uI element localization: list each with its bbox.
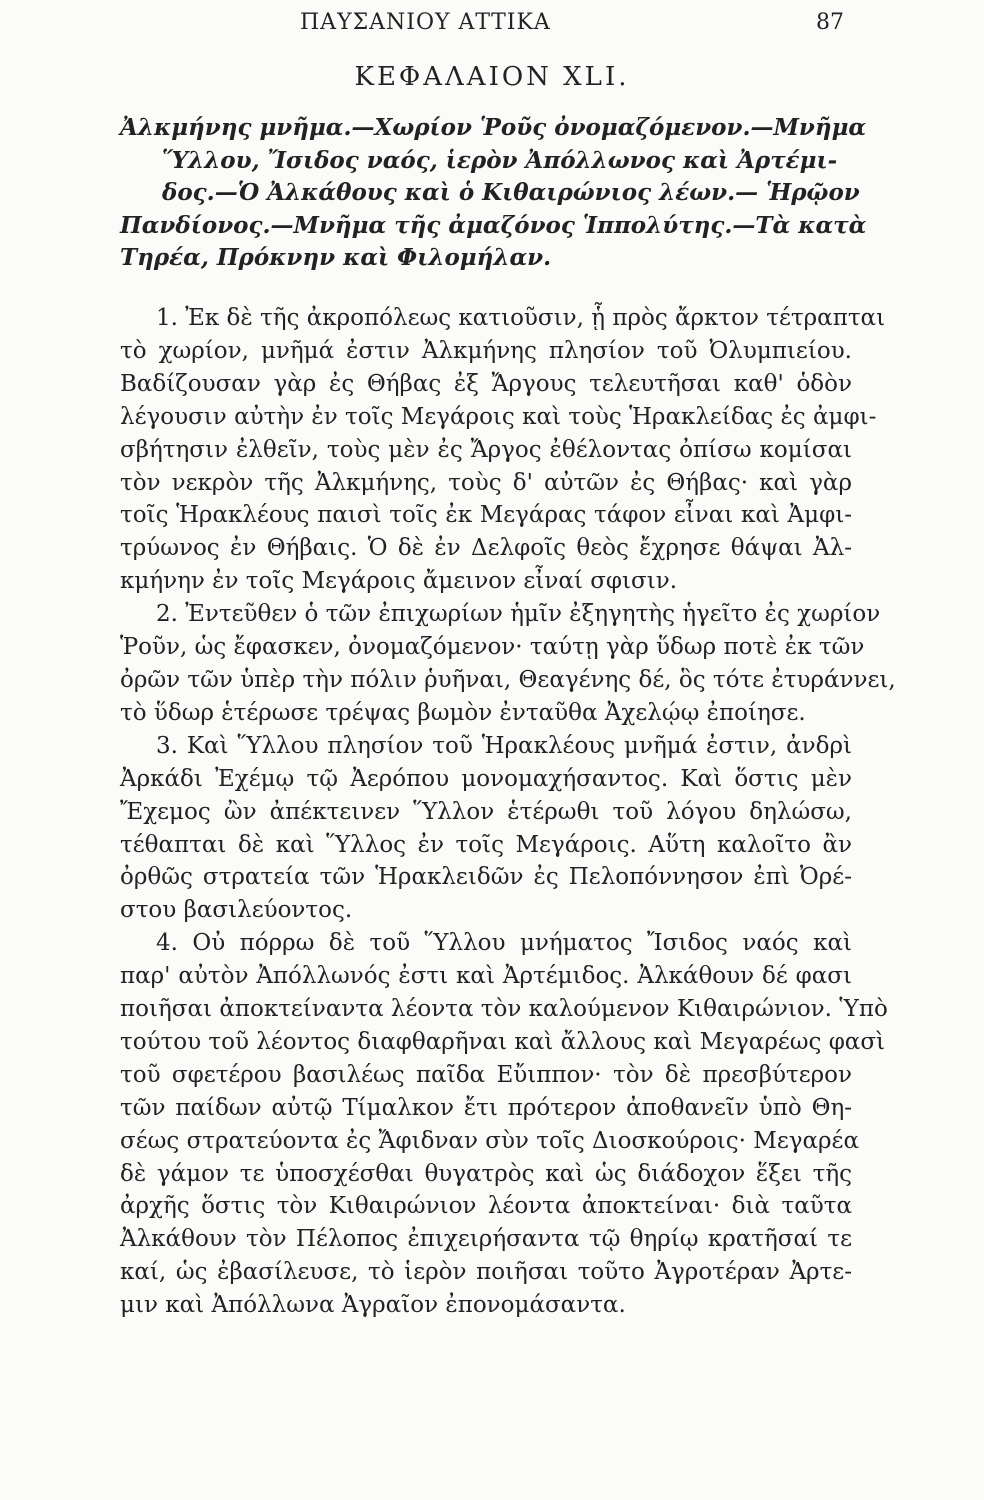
text-line: τρύωνος ἐν Θήβαις. Ὁ δὲ ἐν Δελφοῖς θεὸς ἔχρησε θάψαι Ἀλ- — [120, 535, 852, 562]
text-line: δὲ γάμον τε ὑποσχέσθαι θυγατρὸς καὶ ὡς διάδοχον ἕξει τῆς — [120, 1160, 852, 1187]
text-line: παρ' αὐτὸν Ἀπόλλωνός ἐστι καὶ Ἀρτέμιδος. Ἀλκάθουν δέ φασι — [120, 963, 852, 990]
text-line: τοῦ σφετέρου βασιλέως παῖδα Εὔιππον· τὸν δὲ πρεσβύτερον — [120, 1061, 852, 1088]
text-line: Ἀλκάθουν τὸν Πέλοπος ἐπιχειρήσαντα τῷ θηρίῳ κρατῆσαί τε — [120, 1226, 852, 1253]
paragraph-4-start: 4. Οὐ πόρρω δὲ τοῦ Ὕλλου μνήματος Ἴσιδος ναός καὶ — [156, 930, 852, 957]
text-line: ἀρχῆς ὅστις τὸν Κιθαιρώνιον λέοντα ἀποκτείναι· διὰ ταῦτα — [120, 1193, 852, 1220]
text-line: τούτου τοῦ λέοντος διαφθαρῆναι καὶ ἄλλους καὶ Μεγαρέως φασὶ — [120, 1028, 886, 1055]
text-line: τῶν παίδων αὐτῷ Τίμαλκον ἔτι πρότερον ἀποθανεῖν ὑπὸ Θη- — [120, 1094, 852, 1121]
text-line: μιν καὶ Ἀπόλλωνα Ἀγραῖον ἐπονομάσαντα. — [120, 1292, 626, 1319]
text-line: καί, ὡς ἐβασίλευσε, τὸ ἱερὸν ποιῆσαι τοῦτο Ἀγροτέραν Ἀρτε- — [120, 1259, 852, 1286]
text-line: Βαδίζουσαν γὰρ ἐς Θήβας ἐξ Ἄργους τελευτῆσαι καθ' ὁδὸν — [120, 370, 852, 397]
summary-line: δος.—Ὁ Ἀλκάθους καὶ ὁ Κιθαιρώνιος λέων.— Ἡρῷον — [162, 179, 860, 206]
text-line: ποιῆσαι ἀποκτείναντα λέοντα τὸν καλούμενον Κιθαιρώνιον. Ὑπὸ — [120, 996, 888, 1023]
paragraph-2-start: 2. Ἐντεῦθεν ὁ τῶν ἐπιχωρίων ἡμῖν ἐξηγητὴς ἡγεῖτο ἐς χωρίον — [156, 601, 881, 628]
text-line: τὸν νεκρὸν τῆς Ἀλκμήνης, τοὺς δ' αὐτῶν ἐς Θήβας· καὶ γὰρ — [120, 469, 852, 496]
running-head: ΠΑΥΣΑΝΙΟΥ ΑΤΤΙΚΑ — [300, 10, 551, 35]
text-line: στου βασιλεύοντος. — [120, 897, 353, 924]
text-line: τὸ ὕδωρ ἑτέρωσε τρέψας βωμὸν ἐνταῦθα Ἀχελῴῳ ἐποίησε. — [120, 699, 806, 726]
text-line: τοῖς Ἡρακλέους παισὶ τοῖς ἐκ Μεγάρας τάφον εἶναι καὶ Ἀμφι- — [120, 502, 852, 529]
paragraph-3-start: 3. Καὶ Ὕλλου πλησίον τοῦ Ἡρακλέους μνῆμά ἐστιν, ἀνδρὶ — [156, 732, 852, 759]
body-text — [120, 302, 896, 1322]
summary-line: Τηρέα, Πρόκνην καὶ Φιλομήλαν. — [120, 244, 552, 271]
summary-line: Πανδίονος.—Μνῆμα τῆς ἀμαζόνος Ἱππολύτης.—Τὰ κατὰ — [120, 211, 867, 239]
text-line: Ἀρκάδι Ἐχέμῳ τῷ Ἀερόπου μονομαχήσαντος. Καὶ ὅστις μὲν — [120, 765, 852, 792]
page-number: 87 — [816, 10, 844, 35]
chapter-summary — [120, 112, 867, 275]
text-line: σέως στρατεύοντα ἐς Ἄφιδναν σὺν τοῖς Διοσκούροις· Μεγαρέα — [120, 1127, 859, 1154]
summary-line: Ὕλλου, Ἴσιδος ναός, ἱερὸν Ἀπόλλωνος καὶ Ἀρτέμι- — [162, 146, 838, 174]
text-line: τέθαπται δὲ καὶ Ὕλλος ἐν τοῖς Μεγάροις. Αὕτη καλοῖτο ἂν — [120, 831, 852, 858]
text-line: κμήνην ἐν τοῖς Μεγάροις ἄμεινον εἶναί σφισιν. — [120, 568, 678, 595]
text-line: ὀρθῶς στρατεία τῶν Ἡρακλειδῶν ἐς Πελοπόννησον ἐπὶ Ὀρέ- — [120, 864, 852, 891]
text-line: ὀρῶν τῶν ὑπὲρ τὴν πόλιν ῥυῆναι, Θεαγένης δέ, ὃς τότε ἐτυράννει, — [120, 666, 896, 693]
text-line: σβήτησιν ἐλθεῖν, τοὺς μὲν ἐς Ἄργος ἐθέλοντας ὀπίσω κομίσαι — [120, 436, 852, 463]
text-line: τὸ χωρίον, μνῆμά ἐστιν Ἀλκμήνης πλησίον τοῦ Ὀλυμπιείου. — [120, 337, 852, 364]
text-line: λέγουσιν αὐτὴν ἐν τοῖς Μεγάροις καὶ τοὺς Ἡρακλείδας ἐς ἀμφι- — [120, 403, 877, 430]
chapter-title: ΚΕΦΑΛΑΙΟΝ ΧLI. — [354, 62, 630, 92]
text-line: Ἔχεμος ὢν ἀπέκτεινεν Ὕλλον ἑτέρωθι τοῦ λόγου δηλώσω, — [120, 798, 852, 825]
text-line: Ῥοῦν, ὡς ἔφασκεν, ὀνομαζόμενον· ταύτῃ γὰρ ὕδωρ ποτὲ ἐκ τῶν — [120, 634, 865, 661]
summary-line: Ἀλκμήνης μνῆμα.—Χωρίον Ῥοῦς ὀνομαζόμενον.—Μνῆμα — [120, 114, 867, 141]
paragraph-1-start: 1. Ἐκ δὲ τῆς ἀκροπόλεως κατιοῦσιν, ᾗ πρὸς ἄρκτον τέτραπται — [156, 305, 886, 331]
